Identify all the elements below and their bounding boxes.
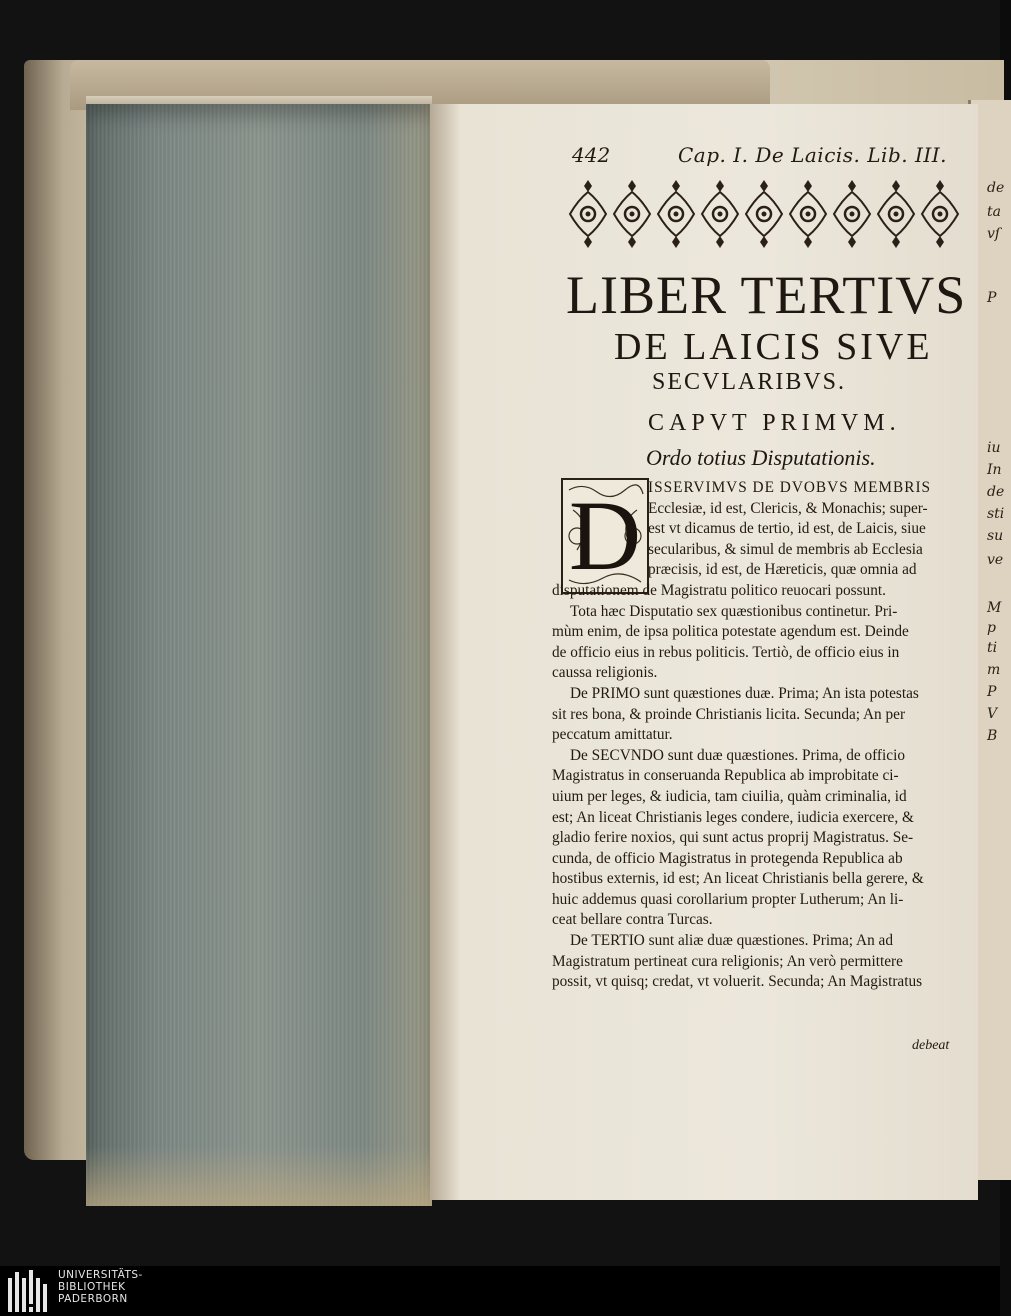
page-gutter-shadow — [430, 104, 460, 1200]
facing-page-fragment: V — [987, 706, 998, 722]
facing-page-fragment: ta — [987, 204, 1001, 220]
facing-page-fragment: B — [987, 728, 998, 744]
facing-page-fragment: vſ — [987, 226, 1001, 242]
text-line: sit res bona, & proinde Christianis licita. Secunda; An per — [552, 705, 906, 723]
book-title-line-2: DE LAICIS SIVE — [614, 326, 933, 368]
page-number: 442 — [572, 143, 611, 167]
text-line: hostibus externis, id est; An liceat Christianis bella gerere, & — [552, 870, 924, 888]
text-line: ceat bellare contra Turcas. — [552, 911, 713, 929]
chapter-subtitle: Ordo totius Disputationis. — [646, 445, 876, 470]
text-line: De TERTIO sunt aliæ duæ quæstiones. Prima; An ad — [570, 932, 893, 950]
text-line: mùm enim, de ipsa politica potestate agendum est. Deinde — [552, 623, 909, 641]
library-logo-icon — [8, 1270, 52, 1312]
book-title-line-1: LIBER TERTIVS — [566, 265, 967, 325]
ornament-unit — [702, 180, 738, 248]
text-line: De SECVNDO sunt duæ quæstiones. Prima, de officio — [570, 746, 905, 764]
facing-page-fragment: M — [987, 600, 1002, 616]
running-head — [572, 143, 952, 171]
page-block-fore-edge — [86, 104, 432, 1206]
ornament-unit — [658, 180, 694, 248]
ornament-unit — [922, 180, 958, 248]
facing-page-fragment: p — [987, 620, 996, 636]
facing-page-fragment: ve — [987, 552, 1004, 568]
text-line: secularibus, & simul de membris ab Ecclesia — [648, 540, 923, 558]
text-line: est; An liceat Christianis leges condere, iudicia exercere, & — [552, 808, 914, 826]
facing-page-fragment: P — [987, 684, 997, 700]
text-line: caussa religionis. — [552, 664, 658, 682]
book-title-line-3: SECVLARIBVS. — [652, 369, 847, 395]
initial-letter: D — [568, 480, 642, 591]
facing-page-fragment: de — [987, 180, 1005, 196]
running-title: Cap. I. De Laicis. Lib. III. — [678, 143, 948, 167]
text-line: gladio ferire noxios, qui sunt actus proprij Magistratus. Se- — [552, 829, 914, 847]
text-line: Magistratum pertineat cura religionis; An verò permittere — [552, 952, 903, 970]
library-logo-text — [58, 1269, 258, 1305]
text-line: peccatum amittatur. — [552, 726, 673, 744]
facing-page-fragment: iu — [987, 440, 1001, 456]
facing-page-fragment: sti — [987, 506, 1005, 522]
body-text — [552, 478, 964, 993]
text-line: Tota hæc Disputatio sex quæstionibus continetur. Pri- — [570, 602, 898, 620]
text-line: ISSERVIMVS DE DVOBVS MEMBRIS — [648, 479, 932, 496]
text-line: possit, vt quisq; credat, vt voluerit. Secunda; An Magistratus — [552, 973, 923, 991]
ornament-unit — [834, 180, 870, 248]
text-line: est vt dicamus de tertio, id est, de Laicis, siue — [648, 520, 926, 538]
text-line: cunda, de officio Magistratus in protegenda Republica ab — [552, 849, 903, 867]
facing-page-fragment: m — [987, 662, 1001, 678]
text-line: disputationem de Magistratu politico reuocari possunt. — [552, 581, 886, 599]
logo-line: PADERBORN — [58, 1293, 128, 1305]
ornament-unit — [570, 180, 606, 248]
catchword: debeat — [912, 1038, 950, 1053]
facing-page-fragment: In — [987, 462, 1002, 478]
ornament-unit — [746, 180, 782, 248]
text-line: uium per leges, & iudicia, tam ciuilia, quàm criminalia, id — [552, 787, 907, 805]
logo-line: BIBLIOTHEK — [58, 1281, 126, 1293]
text-line: præcisis, id est, de Hæreticis, quæ omnia ad — [648, 561, 917, 579]
text-line: huic addemus quasi corollarium propter Lutherum; An li- — [552, 890, 904, 908]
ornament-unit — [790, 180, 826, 248]
chapter-heading: CAPVT PRIMVM. — [648, 410, 901, 436]
facing-page-fragment: de — [987, 484, 1005, 500]
ornament-unit — [878, 180, 914, 248]
logo-line: UNIVERSITÄTS- — [58, 1269, 143, 1281]
ornament-unit — [614, 180, 650, 248]
facing-page-fragment: ti — [987, 640, 998, 656]
facing-page-fragment: su — [987, 528, 1004, 544]
decorative-headpiece-icon — [566, 178, 962, 250]
text-line: Ecclesiæ, id est, Clericis, & Monachis; super- — [648, 499, 928, 517]
facing-page-fragment: P — [987, 290, 997, 306]
text-line: Magistratus in conseruanda Republica ab improbitate ci- — [552, 767, 899, 785]
text-line: de officio eius in rebus politicis. Tertiò, de officio eius in — [552, 643, 900, 661]
text-line: De PRIMO sunt quæstiones duæ. Prima; An ista potestas — [570, 684, 919, 702]
